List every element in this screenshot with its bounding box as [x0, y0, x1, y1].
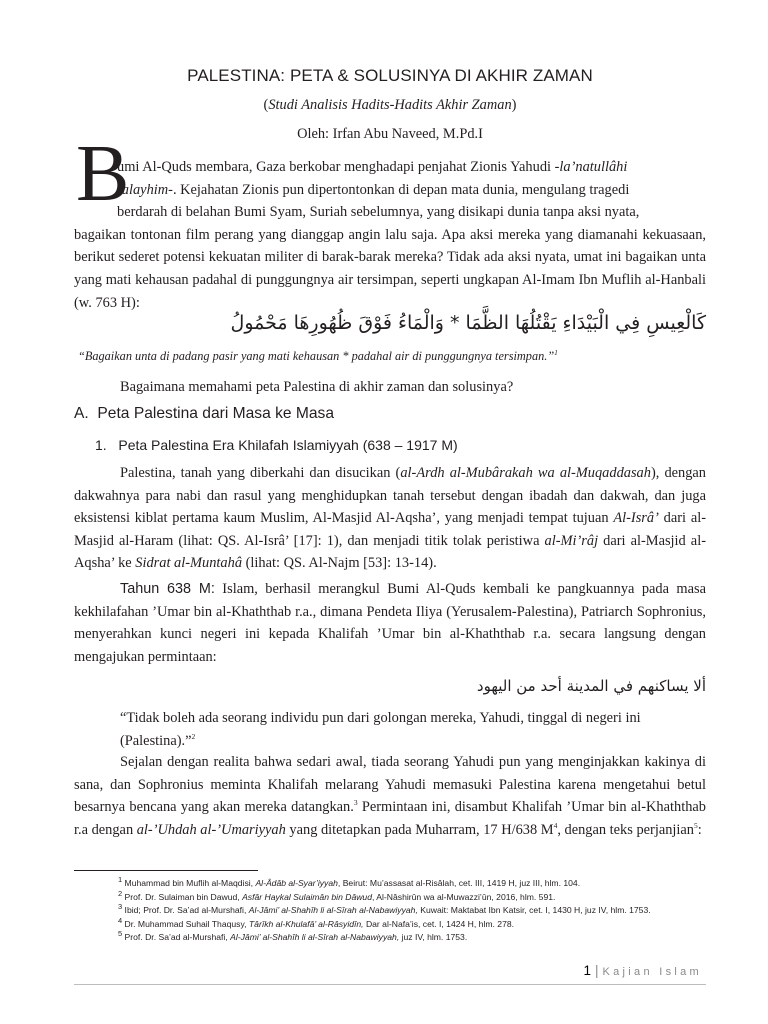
- page-footer: [583, 963, 702, 978]
- intro-line-2: ’alayhim-. Kejahatan Zionis pun dipertontonkan di depan mata dunia, mengulang tragedi: [117, 181, 630, 198]
- intro-paragraph: [74, 156, 706, 314]
- paragraph-palestina: Palestina, tanah yang diberkahi dan disucikan (al-Ardh al-Mubârakah wa al-Muqaddasah), dengan dakwahnya para nabi dan rasul yang menghidupkan tanah tersebut dengan ibadah dan dakwah, dan juga eksistensi kiblat pertama kaum Muslim, Al-Masjid Al-Aqsha’, yang menjadi tempat tujuan Al-Isrâ’ dari al-Masjid al-Haram (lihat: QS. Al-Isrâ’ [17]: 1), dan menjadi titik tolak peristiwa al-Mi’râj dari al-Masjid al-Aqsha’ ke Sidrat al-Muntahâ (lihat: QS. Al-Najm [53]: 13-14).: [74, 465, 706, 572]
- intro-rest: bagaikan tontonan film perang yang dianggap angin lalu saja. Apa aksi mereka yang diamanahi kekuasaan, berikut sederet potensi kekuatan militer di barak-barak mereka? Tidak ada aksi nyata, umat ini bagaikan unta yang mati kehausan padahal di punggungnya air tersimpan, seperti ungkapan Al-Imam Ibn Muflih al-Hanbali (w. 763 H):: [74, 226, 706, 311]
- footnote-2: $^2$ Prof. Dr. Sulaiman bin Dawud, Asfâr Haykal Sulaimân bin Dâwud, Al-Nâshirûn wa al-Muwazzi’ûn, 2016, hlm. 591.: [118, 888, 556, 902]
- intro-line-3: berdarah di belahan Bumi Syam, Suriah sebelumnya, yang disikapi dunia tanpa aksi nyata,: [117, 204, 640, 221]
- drop-cap: B: [76, 130, 130, 218]
- paragraph-sejalan: Sejalan dengan realita bahwa sedari awal, tiada seorang Yahudi pun yang menginjakkan kakinya di sana, dan Sophronius meminta Khalifah melarang Yahudi memasuki Palestina karena mengetahui betul besarnya bencana yang akan mereka datangkan.$^3$ Permintaan ini, disambut Khalifah ’Umar bin al-Khaththab r.a dengan al-’Uhdah al-’Umariyyah yang ditetapkan pada Muharram, 17 H/638 $M^4$, dengan teks perjanjian$^5$:: [74, 754, 706, 838]
- footnotes: [74, 877, 706, 945]
- section-a-heading: A. Peta Palestina dari Masa ke Masa: [74, 405, 335, 422]
- footer-label: Kajian Islam: [602, 966, 702, 978]
- document-title: PALESTINA: PETA & SOLUSINYA DI AKHIR ZAMAN: [187, 66, 593, 85]
- footnote-ref-2[interactable]: 2: [191, 731, 196, 741]
- footnote-3: $^3$ Ibid; Prof. Dr. Sa’ad al-Murshafi, Al-Jâmi’ al-Shahîh li al-Sîrah al-Nabawiyyah, Kuwait: Maktabat Ibn Katsir, cet. I, 1430 H, juz IV, hlm. 1753.: [118, 902, 651, 915]
- footnote-4: $^4$ Dr. Muhammad Suhail Thaqusy, Târîkh al-Khulafâ’ al-Râsyidîn, Dar al-Nafa’is, cet. I, 1424 H, hlm. 278.: [118, 915, 515, 929]
- footnote-ref-4[interactable]: 4: [553, 820, 558, 830]
- poem-translation: “Bagaikan unta di padang pasir yang mati kehausan * padahal air di punggungnya tersimpan.”$^1$: [78, 347, 558, 363]
- arabic-request: ألا يساكنهم في المدينة أحد من اليهود: [476, 677, 706, 695]
- paragraph-tahun-638: Tahun 638 M: Islam, berhasil merangkul Bumi Al-Quds kembali ke pangkuannya pada masa kekhilafahan ’Umar bin al-Khaththab r.a., dimana Pendeta Iliya (Yerusalem-Palestina), Patriarch Sophronius, menyerahkan kunci negeri ini kepada Khalifah ’Umar bin al-Khaththab r.a. secara langsung dengan mengajukan permintaan:: [74, 581, 706, 665]
- footer-separator: |: [594, 963, 599, 978]
- subtitle-italic: Studi Analisis Hadits-Hadits Akhir Zaman: [268, 97, 512, 113]
- question-paragraph: Bagaimana memahami peta Palestina di akhir zaman dan solusinya?: [120, 379, 514, 395]
- intro-line-1: umi Al-Quds membara, Gaza berkobar menghadapi penjahat Zionis Yahudi -la’natullâhi: [117, 159, 628, 175]
- footnote-ref-5[interactable]: 5: [694, 820, 698, 830]
- footnote-ref-1[interactable]: 1: [554, 347, 558, 357]
- request-translation: “Tidak boleh ada seorang individu pun dari golongan mereka, Yahudi, tinggal di negeri ini (Palestina).”$^2$: [120, 710, 641, 749]
- footnote-divider: [74, 870, 258, 871]
- footnote-ref-3[interactable]: 3: [353, 798, 358, 808]
- arabic-poem: كَالْعِيسِ فِي الْبَيْدَاءِ يَقْتُلُهَا الظَّمَا * وَالْمَاءُ فَوْقَ ظُهُورِهَا مَحْمُولُ: [230, 312, 706, 334]
- year-lead: Tahun 638 M:: [120, 581, 215, 597]
- page-number: 1: [583, 963, 591, 978]
- document-author: Oleh: Irfan Abu Naveed, M.Pd.I: [297, 126, 483, 142]
- document-subtitle: (Studi Analisis Hadits-Hadits Akhir Zaman): [263, 97, 517, 113]
- section-1-heading: 1. Peta Palestina Era Khilafah Islamiyyah (638 – 1917 M): [95, 437, 458, 453]
- footnote-5: $^5$ Prof. Dr. Sa’ad al-Murshafi, Al-Jâmi’ al-Shahîh li al-Sîrah al-Nabawiyyah, juz IV, hlm. 1753.: [118, 929, 468, 942]
- footer-rule: [74, 984, 706, 985]
- footnote-1: $^1$ Muhammad bin Muflih al-Maqdisi, Al-Âdâb al-Syar’iyyah, Beirut: Mu’assasat al-Risâlah, cet. III, 1419 H, juz III, hlm. 104.: [118, 875, 581, 888]
